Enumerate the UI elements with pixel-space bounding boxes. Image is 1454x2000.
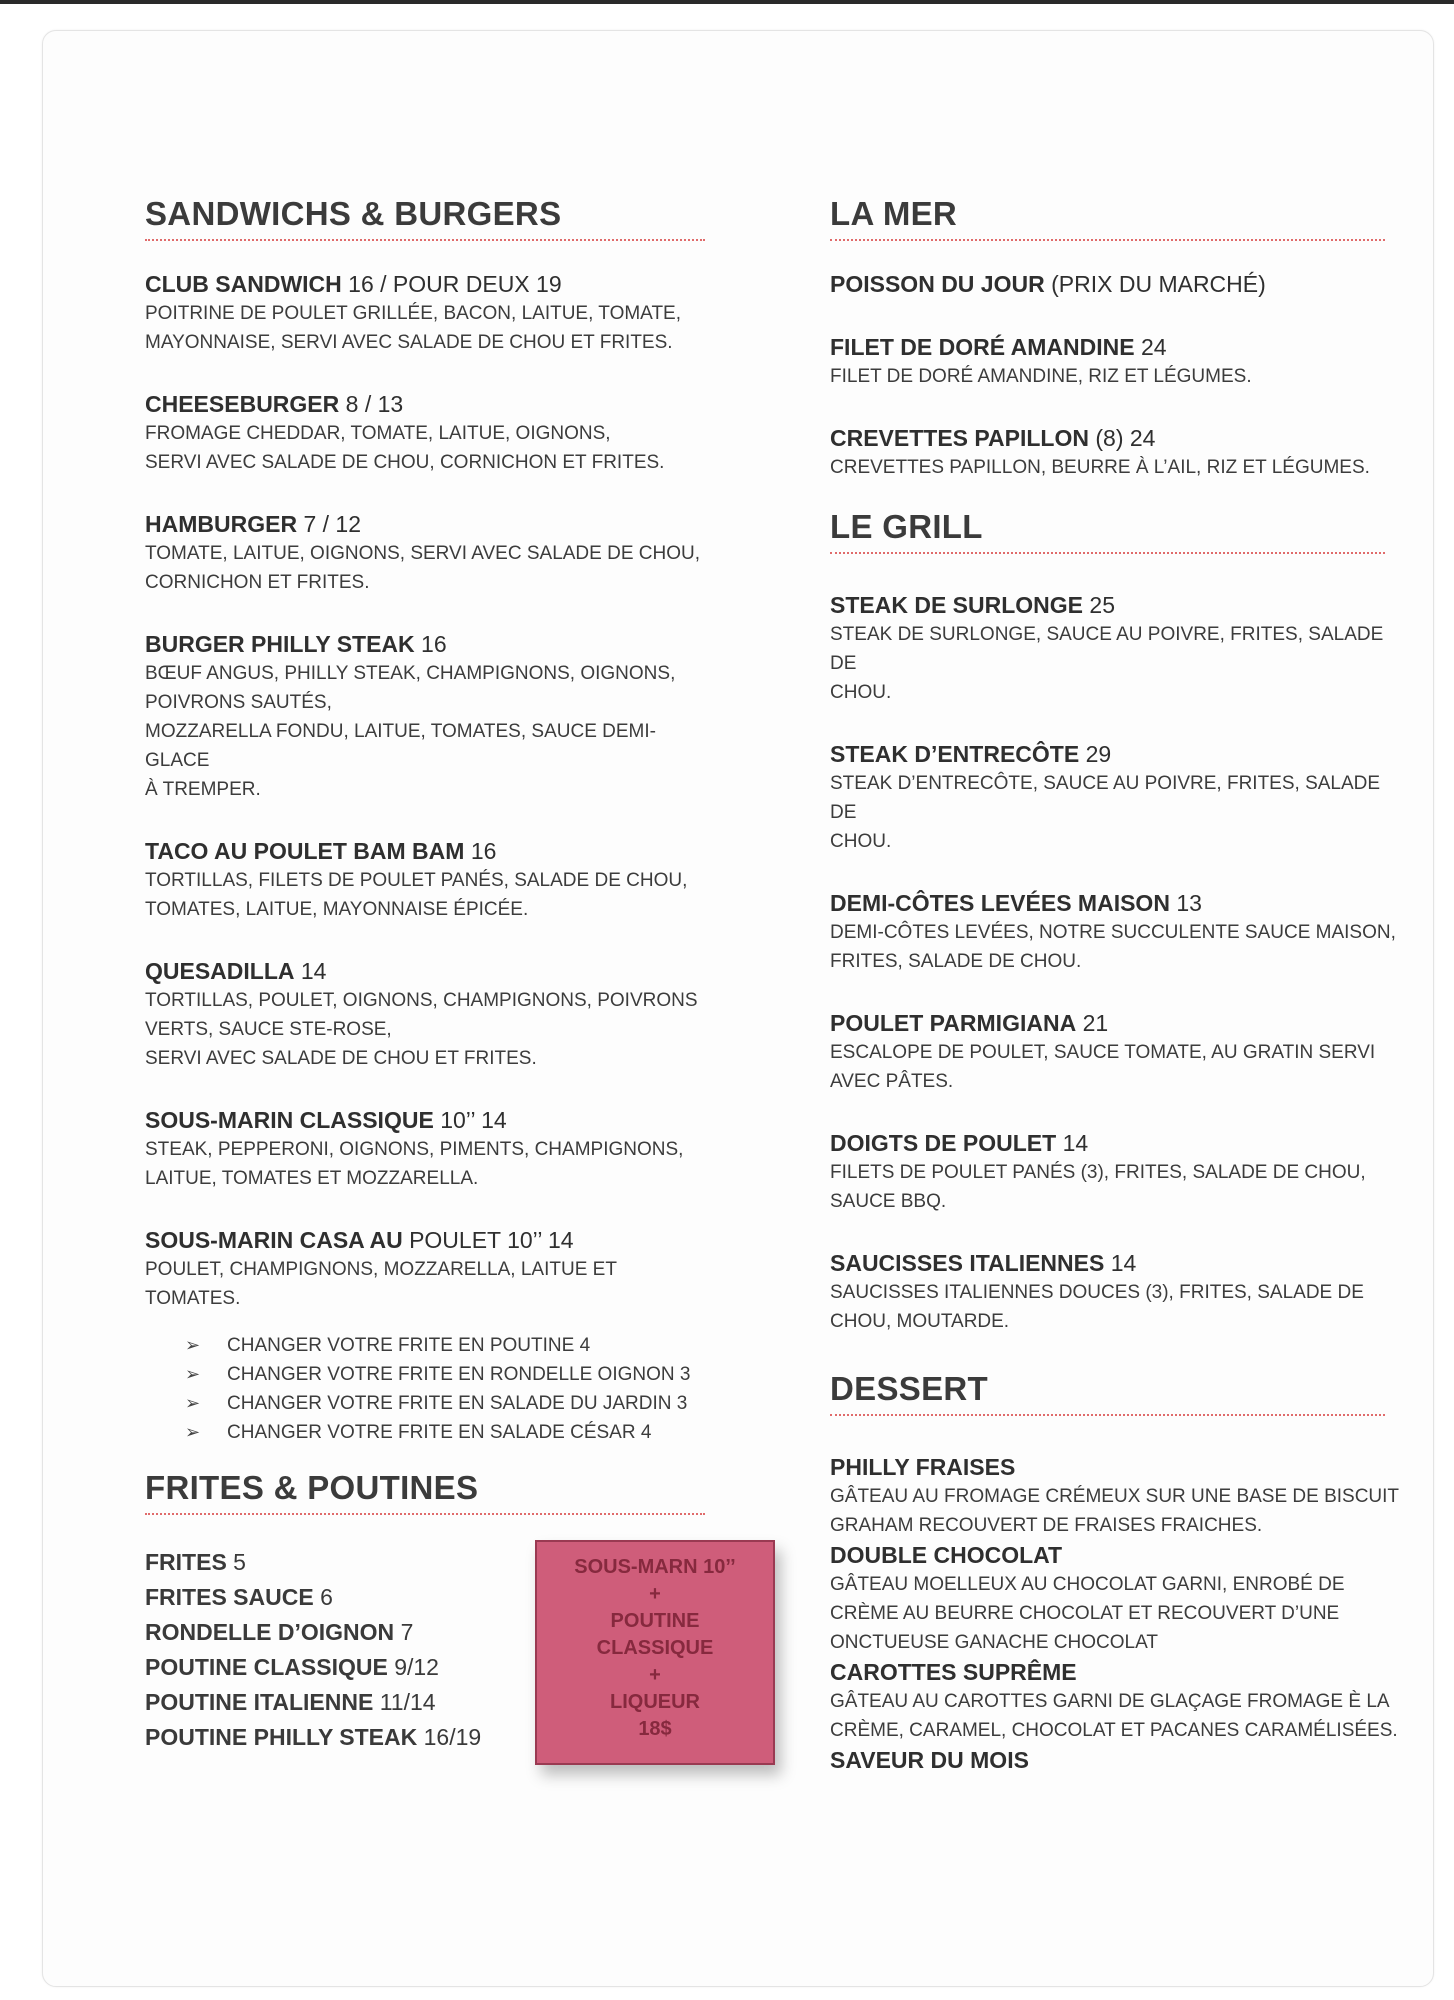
promo-line: LIQUEUR [610, 1691, 700, 1713]
scan-top-edge [0, 0, 1454, 4]
item-name: STEAK DE SURLONGE [830, 592, 1084, 618]
list-item [185, 1418, 705, 1447]
item-desc-line: SAUCE BBQ. [830, 1191, 947, 1212]
item-price: 7 / 12 [303, 511, 361, 537]
item-desc-line: FILET DE DORÉ AMANDINE, RIZ ET LÉGUMES. [830, 366, 1252, 387]
item-desc-line: À TREMPER. [145, 779, 261, 800]
item-desc-line: STEAK D’ENTRECÔTE, SAUCE AU POIVRE, FRITES, SALADE DE [830, 773, 1381, 823]
menu-item [830, 332, 1410, 391]
menu-item [145, 629, 705, 804]
section-heading-sandwiches: SANDWICHS & BURGERS [145, 195, 705, 241]
item-desc-line: FROMAGE CHEDDAR, TOMATE, LAITUE, OIGNONS, [145, 423, 611, 444]
item-name: CHEESEBURGER [145, 391, 340, 417]
item-name: DOUBLE CHOCOLAT [830, 1542, 1063, 1568]
item-desc-line: FRITES, SALADE DE CHOU. [830, 951, 1082, 972]
item-desc-line: DEMI-CÔTES LEVÉES, NOTRE SUCCULENTE SAUCE MAISON, [830, 922, 1396, 943]
item-price: 6 [320, 1584, 333, 1610]
menu-item [830, 1128, 1410, 1216]
list-item [185, 1389, 705, 1418]
item-desc-line: TORTILLAS, POULET, OIGNONS, CHAMPIGNONS, POIVRONS [145, 990, 698, 1011]
item-name: STEAK D’ENTRECÔTE [830, 741, 1080, 767]
item-desc-line: SERVI AVEC SALADE DE CHOU ET FRITES. [145, 1048, 537, 1069]
item-name: TACO AU POULET BAM BAM [145, 838, 465, 864]
item-desc-line: SERVI AVEC SALADE DE CHOU, CORNICHON ET FRITES. [145, 452, 665, 473]
menu-item [145, 836, 705, 924]
item-name: SOUS-MARIN CLASSIQUE [145, 1107, 434, 1133]
item-price: 14 [1110, 1250, 1137, 1276]
item-price: 10’’ 14 [440, 1107, 507, 1133]
item-desc-line: STEAK DE SURLONGE, SAUCE AU POIVRE, FRITES, SALADE DE [830, 624, 1384, 674]
menu-item [830, 888, 1410, 976]
item-desc-line: TORTILLAS, FILETS DE POULET PANÉS, SALADE DE CHOU, [145, 870, 688, 891]
item-price: 14 [300, 958, 327, 984]
section-heading-fries: FRITES & POUTINES [145, 1469, 705, 1515]
menu-item [145, 389, 705, 477]
item-name: RONDELLE D’OIGNON [145, 1619, 395, 1645]
option-text: CHANGER VOTRE FRITE EN RONDELLE OIGNON 3 [227, 1364, 691, 1385]
item-desc-line: CHOU, MOUTARDE. [830, 1311, 1010, 1332]
item-desc-line: CRÈME, CARAMEL, CHOCOLAT ET PACANES CARAMÉLISÉES. [830, 1720, 1398, 1741]
arrow-bullet-icon: ➢ [185, 1364, 201, 1384]
item-desc-line: ONCTUEUSE GANACHE CHOCOLAT [830, 1632, 1158, 1653]
item-price: 13 [1176, 890, 1202, 916]
item-desc-line: CREVETTES PAPILLON, BEURRE À L’AIL, RIZ ET LÉGUMES. [830, 457, 1370, 478]
item-price: 16 [470, 838, 497, 864]
item-desc-line: GÂTEAU AU CAROTTES GARNI DE GLAÇAGE FROMAGE È LA [830, 1691, 1390, 1712]
item-name: QUESADILLA [145, 958, 295, 984]
menu-item [830, 590, 1410, 707]
menu-item [145, 509, 705, 597]
menu-item [830, 1657, 1410, 1745]
left-column [145, 195, 705, 1755]
menu-item [830, 423, 1410, 482]
menu-item [145, 956, 705, 1073]
item-desc-line: POITRINE DE POULET GRILLÉE, BACON, LAITUE, TOMATE, [145, 303, 681, 324]
item-price: 21 [1082, 1010, 1109, 1036]
item-price: (8) 24 [1095, 425, 1156, 451]
item-desc-line: TOMATES, LAITUE, MAYONNAISE ÉPICÉE. [145, 899, 529, 920]
item-price: (PRIX DU MARCHÉ) [1051, 271, 1266, 297]
item-name: SAVEUR DU MOIS [830, 1747, 1029, 1773]
item-name: CLUB SANDWICH [145, 271, 342, 297]
promo-combo-box [535, 1540, 775, 1765]
item-price: 14 [1062, 1130, 1089, 1156]
item-desc-line: CRÈME AU BEURRE CHOCOLAT ET RECOUVERT D’UNE [830, 1603, 1340, 1624]
item-price: 16 / POUR DEUX 19 [348, 271, 562, 297]
fries-options-list [185, 1331, 705, 1447]
item-name: DOIGTS DE POULET [830, 1130, 1057, 1156]
item-name: POULET PARMIGIANA [830, 1010, 1077, 1036]
item-desc-line: AVEC PÂTES. [830, 1071, 954, 1092]
menu-item [830, 1008, 1410, 1096]
menu-item [145, 269, 705, 357]
item-desc-line: TOMATE, LAITUE, OIGNONS, SERVI AVEC SALADE DE CHOU, [145, 543, 700, 564]
item-name: FRITES SAUCE [145, 1584, 314, 1610]
item-name: HAMBURGER [145, 511, 298, 537]
item-desc-line: CORNICHON ET FRITES. [145, 572, 370, 593]
item-price: 7 [400, 1619, 414, 1645]
menu-item [830, 269, 1410, 299]
item-desc-line: GÂTEAU MOELLEUX AU CHOCOLAT GARNI, ENROBÉ DE [830, 1574, 1345, 1595]
menu-item [830, 1452, 1410, 1540]
option-text: CHANGER VOTRE FRITE EN SALADE DU JARDIN 3 [227, 1393, 688, 1414]
item-name: DEMI-CÔTES LEVÉES MAISON [830, 890, 1170, 916]
item-name: POUTINE CLASSIQUE [145, 1654, 388, 1680]
item-desc-line: GRAHAM RECOUVERT DE FRAISES FRAICHES. [830, 1515, 1263, 1536]
item-name: CAROTTES SUPRÊME [830, 1659, 1077, 1685]
item-price: 24 [1140, 334, 1167, 360]
item-desc-line: CHOU. [830, 682, 892, 703]
item-desc-line: POULET, CHAMPIGNONS, MOZZARELLA, LAITUE ET TOMATES. [145, 1259, 617, 1309]
item-name: POUTINE ITALIENNE [145, 1689, 374, 1715]
item-price: 16/19 [423, 1724, 482, 1750]
item-price: POULET 10’’ 14 [409, 1227, 574, 1253]
item-name: POUTINE PHILLY STEAK [145, 1724, 418, 1750]
item-name: FILET DE DORÉ AMANDINE [830, 334, 1135, 360]
promo-line: SOUS-MARN 10’’ [574, 1556, 736, 1578]
menu-item [145, 1105, 705, 1193]
item-price: 9/12 [394, 1654, 439, 1680]
item-name: POISSON DU JOUR [830, 271, 1045, 297]
item-desc-line: POIVRONS SAUTÉS, [145, 692, 332, 713]
item-name: PHILLY FRAISES [830, 1454, 1016, 1480]
item-desc-line: MAYONNAISE, SERVI AVEC SALADE DE CHOU ET FRITES. [145, 332, 673, 353]
arrow-bullet-icon: ➢ [185, 1422, 201, 1442]
list-item [185, 1360, 705, 1389]
menu-item [830, 739, 1410, 856]
menu-item [830, 1248, 1410, 1336]
promo-line: POUTINE [610, 1610, 700, 1632]
list-item [185, 1331, 705, 1360]
section-heading-sea: LA MER [830, 195, 1385, 241]
menu-item [830, 1745, 1410, 1775]
item-price: 11/14 [379, 1689, 436, 1715]
arrow-bullet-icon: ➢ [185, 1393, 201, 1413]
item-name: CREVETTES PAPILLON [830, 425, 1089, 451]
item-price: 29 [1085, 741, 1112, 767]
item-price: 25 [1089, 592, 1116, 618]
right-column [830, 195, 1410, 1775]
promo-line: 18$ [638, 1718, 672, 1740]
item-desc-line: FILETS DE POULET PANÉS (3), FRITES, SALADE DE CHOU, [830, 1162, 1366, 1183]
item-name: FRITES [145, 1549, 227, 1575]
item-name: BURGER PHILLY STEAK [145, 631, 415, 657]
item-desc-line: SAUCISSES ITALIENNES DOUCES (3), FRITES, SALADE DE [830, 1282, 1364, 1303]
item-desc-line: MOZZARELLA FONDU, LAITUE, TOMATES, SAUCE DEMI-GLACE [145, 721, 656, 771]
promo-line: + [649, 1583, 661, 1605]
option-text: CHANGER VOTRE FRITE EN SALADE CÉSAR 4 [227, 1422, 652, 1443]
item-desc-line: GÂTEAU AU FROMAGE CRÉMEUX SUR UNE BASE DE BISCUIT [830, 1486, 1400, 1507]
item-desc-line: BŒUF ANGUS, PHILLY STEAK, CHAMPIGNONS, OIGNONS, [145, 663, 676, 684]
section-heading-dessert: DESSERT [830, 1370, 1385, 1416]
menu-item [830, 1540, 1410, 1657]
item-price: 8 / 13 [345, 391, 404, 417]
item-desc-line: LAITUE, TOMATES ET MOZZARELLA. [145, 1168, 479, 1189]
promo-line: + [649, 1664, 661, 1686]
menu-item [145, 1225, 705, 1313]
item-desc-line: STEAK, PEPPERONI, OIGNONS, PIMENTS, CHAMPIGNONS, [145, 1139, 684, 1160]
option-text: CHANGER VOTRE FRITE EN POUTINE 4 [227, 1335, 591, 1356]
item-price: 16 [421, 631, 447, 657]
arrow-bullet-icon: ➢ [185, 1335, 201, 1355]
item-desc-line: ESCALOPE DE POULET, SAUCE TOMATE, AU GRATIN SERVI [830, 1042, 1376, 1063]
item-price: 5 [233, 1549, 246, 1575]
section-heading-grill: LE GRILL [830, 508, 1385, 554]
item-desc-line: VERTS, SAUCE STE-ROSE, [145, 1019, 392, 1040]
item-name: SOUS-MARIN CASA AU [145, 1227, 403, 1253]
item-name: SAUCISSES ITALIENNES [830, 1250, 1105, 1276]
promo-line: CLASSIQUE [596, 1637, 714, 1659]
item-desc-line: CHOU. [830, 831, 892, 852]
